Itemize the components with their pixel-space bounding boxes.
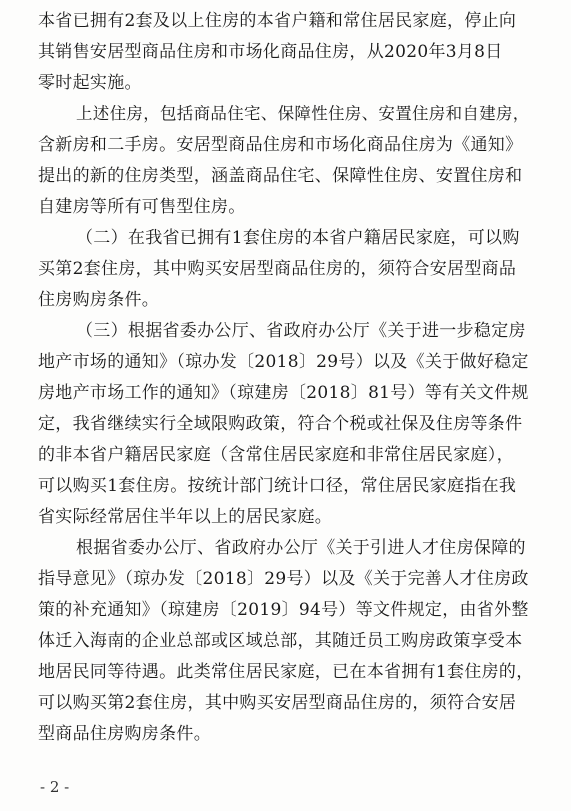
body-text-line: 本省已拥有2套及以上住房的本省户籍和常住居民家庭，停止向: [38, 11, 517, 31]
body-text-line: 地产市场的通知》（琼办发〔2018〕29号）以及《关于做好稳定: [38, 352, 529, 372]
body-text-line: 买第2套住房，其中购买安居型商品住房的，须符合安居型商品: [38, 259, 517, 279]
body-text-line: 指导意见》（琼办发〔2018〕29号）以及《关于完善人才住房政: [38, 569, 529, 589]
body-text-line: 策的补充通知》（琼建房〔2019〕94号）等文件规定，由省外整: [38, 600, 529, 620]
body-text-line: （二）在我省已拥有1套住房的本省户籍居民家庭，可以购: [76, 228, 520, 248]
body-text-line: （三）根据省委办公厅、省政府办公厅《关于进一步稳定房: [76, 321, 526, 341]
body-text-line: 住房购房条件。: [38, 290, 160, 310]
body-text-line: 自建房等所有可售型住房。: [38, 197, 246, 217]
body-text-line: 零时起实施。: [38, 73, 142, 93]
page-number: - 2 -: [40, 778, 70, 796]
body-text-line: 提出的新的住房类型，涵盖商品住宅、保障性住房、安置住房和: [38, 166, 523, 186]
body-text-line: 地居民同等待遇。此类常住居民家庭，已在本省拥有1套住房的，: [38, 662, 534, 682]
body-text-line: 体迁入海南的企业总部或区域总部，其随迁员工购房政策享受本: [38, 631, 523, 651]
body-text-line: 可以购买第2套住房，其中购买安居型商品住房的，须符合安居: [38, 693, 517, 713]
body-text-line: 含新房和二手房。安居型商品住房和市场化商品住房为《通知》: [38, 135, 523, 155]
body-text-line: 根据省委办公厅、省政府办公厅《关于引进人才住房保障的: [76, 538, 526, 558]
body-text-line: 房地产市场工作的通知》（琼建房〔2018〕81号）等有关文件规: [38, 383, 529, 403]
body-text-line: 上述住房，包括商品住宅、保障性住房、安置住房和自建房，: [76, 104, 530, 123]
body-text-line: 型商品住房购房条件。: [38, 724, 211, 744]
body-text-line: 省实际经常居住半年以上的居民家庭。: [38, 507, 333, 527]
body-text-line: 的非本省户籍居民家庭（含常住居民家庭和非常住居民家庭），: [38, 445, 514, 465]
body-text-line: 可以购买1套住房。按统计部门统计口径，常住居民家庭指在我: [38, 476, 517, 496]
body-text-line: 定，我省继续实行全域限购政策，符合个税或社保及住房等条件: [38, 414, 523, 434]
body-text-line: 其销售安居型商品住房和市场化商品住房，从2020年3月8日: [38, 42, 503, 62]
